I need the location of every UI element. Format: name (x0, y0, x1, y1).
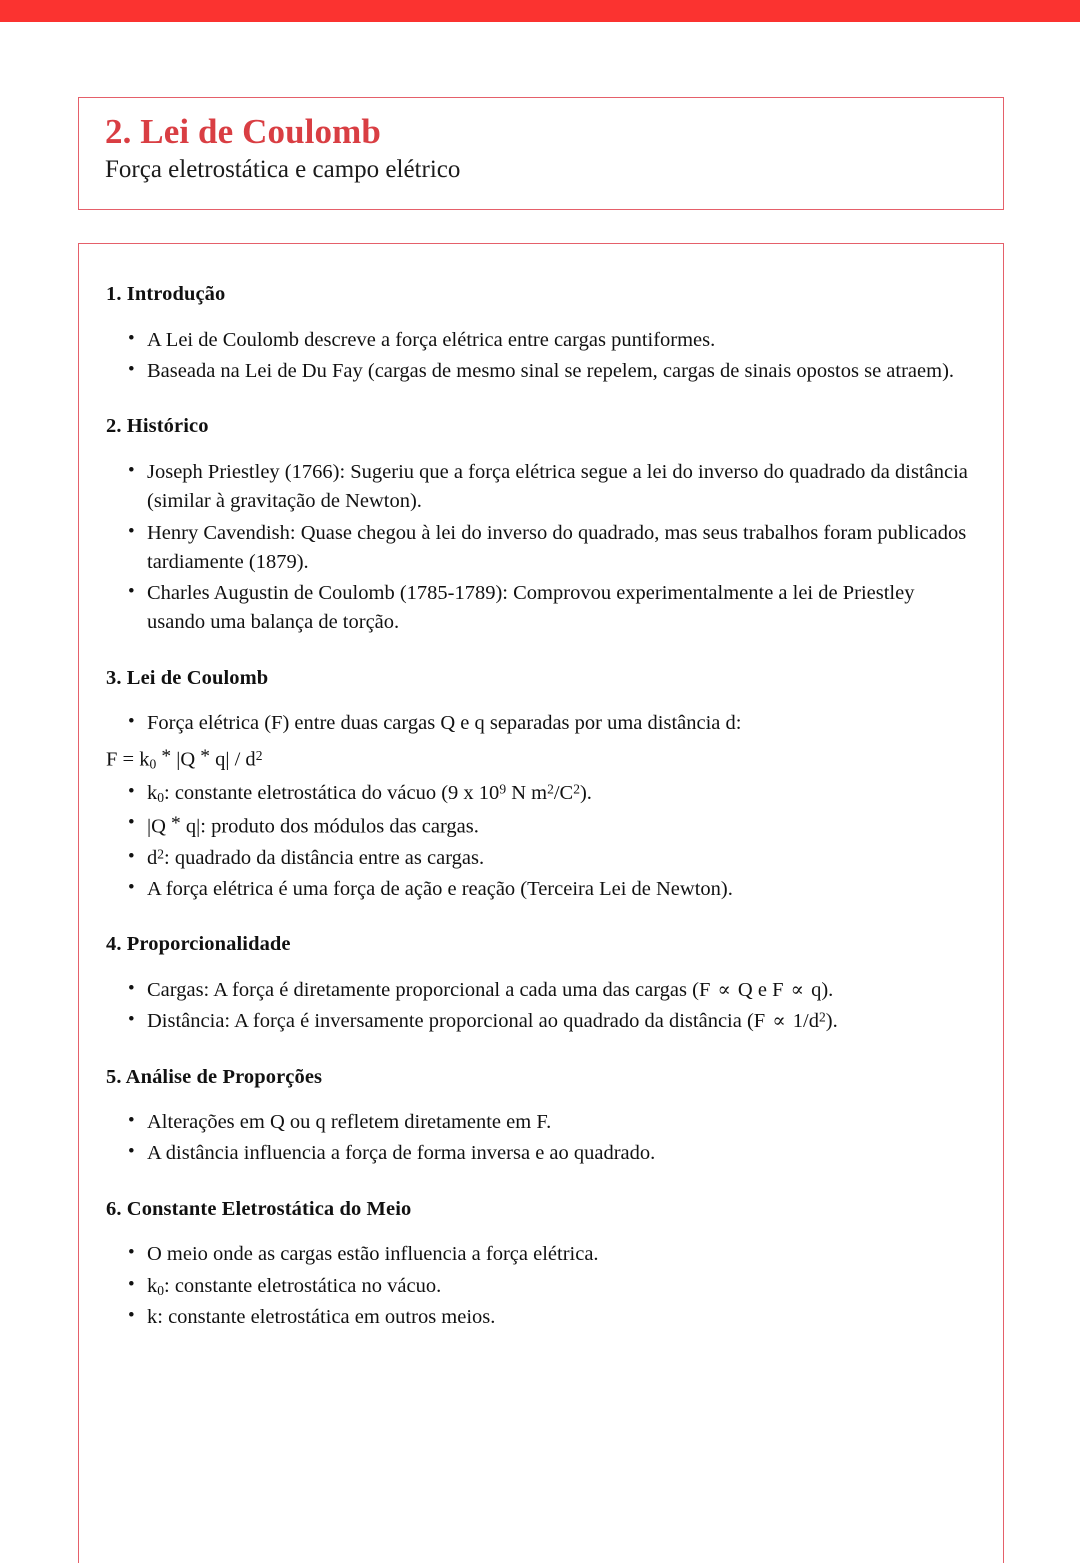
k0-subscript: 0 (157, 1282, 165, 1298)
list-item (147, 1007, 973, 1036)
section-historico (106, 414, 973, 666)
content-card (78, 243, 1004, 1563)
k0-symbol: k (147, 1274, 158, 1297)
asterisk-symbol: * (171, 812, 181, 834)
unit-exponent: 2 (547, 780, 554, 796)
cargas-text-pre: Cargas: A força é diretamente proporcional a cada uma das cargas (F (147, 978, 711, 1001)
formula-k-subscript: 0 (149, 756, 157, 772)
proportional-icon: ∝ (790, 978, 804, 1001)
formula-asterisk: * (161, 745, 172, 767)
section-heading: 6. Constante Eletrostática do Meio (106, 1197, 412, 1220)
distancia-text-mid: 1/d (792, 1010, 819, 1033)
formula-lhs: F = k (106, 748, 150, 771)
distancia-text-pre: Distância: A força é inversamente proporcional ao quadrado da distância (F (147, 1010, 766, 1033)
list-item (147, 976, 973, 1005)
proportional-icon: ∝ (717, 978, 731, 1001)
list-item: • Henry Cavendish: Quase chegou à lei do inverso do quadrado, mas seus trabalhos foram publicados tardiamente (1879). (147, 519, 973, 578)
list-item: • Alterações em Q ou q refletem diretamente em F. (147, 1108, 973, 1137)
list-item: • Força elétrica (F) entre duas cargas Q e q separadas por uma distância d: (147, 709, 973, 738)
bullet-list (106, 976, 973, 1037)
section-introducao (106, 282, 973, 414)
bullet-list (106, 458, 973, 638)
k0-description: : constante eletrostática no vácuo. (164, 1274, 442, 1297)
bullet-list (106, 1108, 973, 1169)
cargas-text-mid: Q e F (737, 978, 784, 1001)
section-heading: 5. Análise de Proporções (106, 1065, 323, 1088)
bullet-list (106, 709, 973, 738)
list-item (147, 779, 973, 808)
distance-desc: : quadrado da distância entre as cargas. (164, 846, 485, 869)
formula-tail: q| / d (215, 748, 256, 771)
page-title: 2. Lei de Coulomb (105, 112, 381, 151)
list-item: • Joseph Priestley (1766): Sugeriu que a força elétrica segue a lei do inverso do quadrado da distância (similar à gravitação de Newton). (147, 458, 973, 517)
distance-exponent: 2 (157, 845, 165, 861)
bullet-list (106, 779, 973, 905)
charge-product-mid: q| (185, 815, 201, 838)
section-heading: 4. Proporcionalidade (106, 933, 291, 956)
distancia-exponent: 2 (818, 1009, 826, 1025)
formula-asterisk: * (200, 745, 210, 767)
section-proporcionalidade (106, 932, 973, 1064)
unit-text: N m (506, 781, 548, 804)
page-subtitle: Força eletrostática e campo elétrico (105, 156, 461, 183)
spacer (106, 1039, 973, 1065)
charge-product-pre: |Q (147, 815, 166, 838)
section-heading: 3. Lei de Coulomb (106, 666, 269, 689)
list-item (147, 810, 973, 842)
spacer (106, 1171, 973, 1197)
section-heading: 2. Histórico (106, 415, 209, 438)
spacer (106, 640, 973, 666)
section-analise-de-proporcoes (106, 1065, 973, 1197)
title-card (78, 97, 1004, 210)
top-accent-bar (0, 0, 1080, 22)
section-heading: 1. Introdução (106, 283, 226, 305)
proportional-icon: ∝ (772, 1010, 786, 1033)
unit-text: /C (553, 781, 574, 804)
list-item: • A distância influencia a força de forma inversa e ao quadrado. (147, 1139, 973, 1168)
list-item: • Baseada na Lei de Du Fay (cargas de mesmo sinal se repelem, cargas de sinais opostos se atraem). (147, 357, 973, 386)
k0-description: : constante eletrostática do vácuo (9 x 10 (164, 781, 500, 804)
spacer (106, 906, 973, 932)
bullet-list (106, 326, 973, 387)
power-exponent: 9 (499, 780, 507, 796)
list-item: • A Lei de Coulomb descreve a força elétrica entre cargas puntiformes. (147, 326, 973, 355)
section-constante-eletrostatica-do-meio (106, 1197, 973, 1333)
list-item: • O meio onde as cargas estão influencia a força elétrica. (147, 1240, 973, 1269)
bullet-list (106, 1240, 973, 1332)
k0-symbol: k (147, 781, 158, 804)
k0-subscript: 0 (157, 789, 165, 805)
section-lei-de-coulomb (106, 666, 973, 933)
coulomb-formula (106, 743, 973, 775)
spacer (106, 388, 973, 414)
unit-exponent: 2 (573, 780, 580, 796)
unit-text: ). (579, 781, 592, 804)
formula-mid: |Q (176, 748, 196, 771)
cargas-text-end: q). (811, 978, 834, 1001)
charge-product-desc: : produto dos módulos das cargas. (200, 815, 479, 838)
list-item: • Charles Augustin de Coulomb (1785-1789): Comprovou experimentalmente a lei de Priestley usando uma balança de torção. (147, 579, 973, 638)
distance-symbol: d (147, 846, 158, 869)
list-item (147, 844, 973, 873)
distancia-text-end: ). (825, 1010, 838, 1033)
list-item (147, 1272, 973, 1301)
list-item: • k: constante eletrostática em outros meios. (147, 1303, 973, 1332)
list-item: • A força elétrica é uma força de ação e reação (Terceira Lei de Newton). (147, 875, 973, 904)
formula-d-superscript: 2 (255, 747, 263, 763)
